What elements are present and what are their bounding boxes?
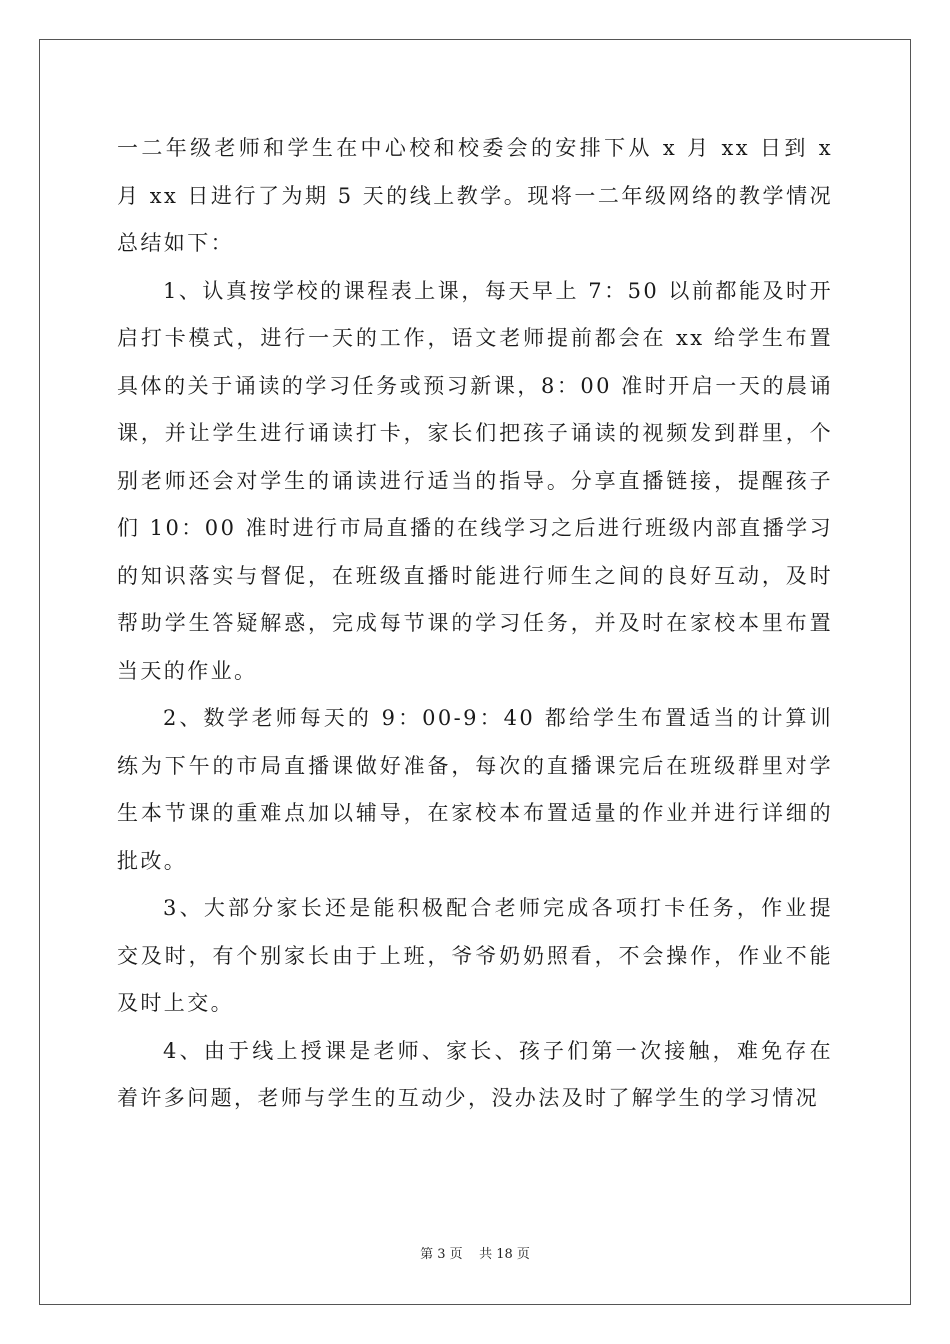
paragraph-intro: 一二年级老师和学生在中心校和校委会的安排下从 x 月 xx 日到 x 月 xx 日进行了为期 5 天的线上教学。现将一二年级网络的教学情况总结如下： (117, 136, 833, 255)
document-body (117, 125, 833, 1123)
page-number-footer: 第 3 页 共 18 页 (420, 1247, 530, 1262)
paragraph-item-2: 2、数学老师每天的 9：00-9：40 都给学生布置适当的计算训练为下午的市局直播课做好准备，每次的直播课完后在班级群里对学生本节课的重难点加以辅导，在家校本布置适量的作业并进行详细的批改。 (117, 706, 833, 873)
paragraph-item-3: 3、大部分家长还是能积极配合老师完成各项打卡任务，作业提交及时，有个别家长由于上班，爷爷奶奶照看，不会操作，作业不能及时上交。 (117, 896, 833, 1015)
paragraph-item-4: 4、由于线上授课是老师、家长、孩子们第一次接触，难免存在着许多问题，老师与学生的互动少，没办法及时了解学生的学习情况 (117, 1038, 833, 1110)
paragraph-item-1: 1、认真按学校的课程表上课，每天早上 7：50 以前都能及时开启打卡模式，进行一天的工作，语文老师提前都会在 xx 给学生布置具体的关于诵读的学习任务或预习新课，8：00 准时开启一天的晨诵课，并让学生进行诵读打卡，家长们把孩子诵读的视频发到群里，个别老师还会对学生的诵读进行适当的指导。分享直播链接，提醒孩子们 10：00 准时进行市局直播的在线学习之后进行班级内部直播学习的知识落实与督促，在班级直播时能进行师生之间的良好互动，及时帮助学生答疑解惑，完成每节课的学习任务，并及时在家校本里布置当天的作业。 (117, 278, 833, 683)
